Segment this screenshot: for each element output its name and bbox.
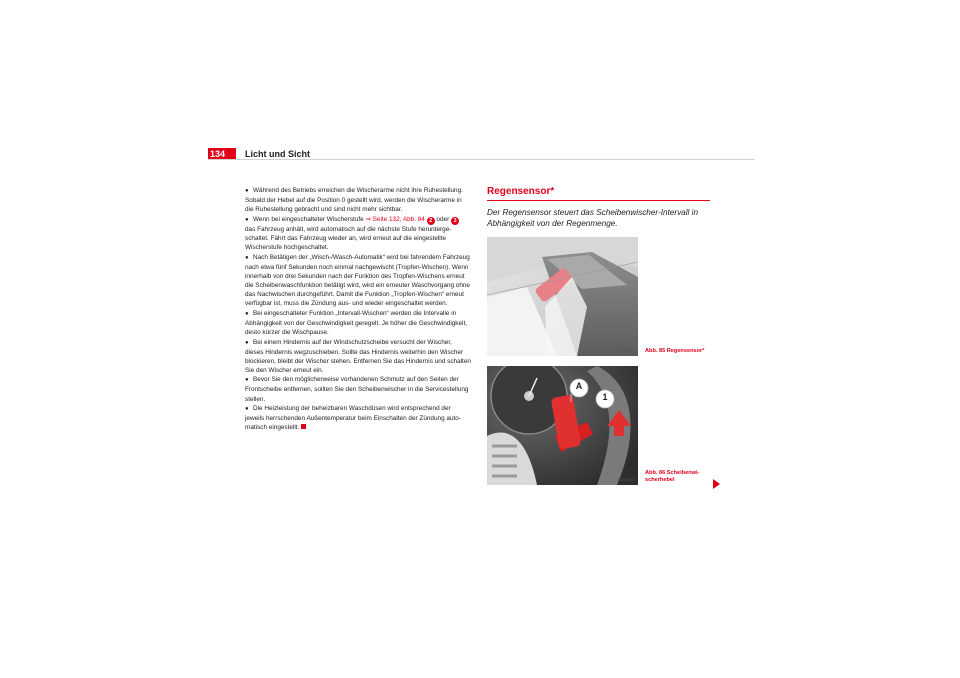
bullet-icon: ● — [245, 377, 249, 384]
figure-rain-sensor — [487, 237, 638, 356]
bullet-icon: ● — [245, 254, 249, 261]
header-divider — [208, 159, 755, 160]
paragraph — [245, 338, 471, 375]
section-divider — [487, 200, 710, 201]
paragraph-text: Bei einem Hindernis auf der Windschutzscheibe versucht der Wischer, dieses Hindernis wegzuschieben. Sollte das Hindernis weiterhin den Wischer blockieren, bleibt der Wischer stehen. Entfernen Sie das Hindernis und schalten Sie den Wischer erneut ein. — [245, 338, 471, 374]
paragraph-text: Bevor Sie den möglicherweise vorhandenen Schmutz auf den Seiten der Frontscheibe entfernen, sollten Sie den Scheibenwischer in die Servicestellung stellen. — [245, 376, 469, 403]
paragraph-text: Während des Betriebs erreichen die Wischerarme nicht ihre Ruhestellung. Sobald der Hebel auf die Position 0 gestellt wird, werden die Wischerarme in die Ruhestellung gebracht und sind nicht mehr sichtbar. — [245, 187, 463, 214]
paragraph — [245, 309, 471, 337]
bullet-icon: ● — [245, 406, 249, 413]
section-intro: Der Regensensor steuert das Scheibenwischer-Intervall in Abhängigkeit von der Regenmenge. — [487, 208, 699, 228]
bullet-icon: ● — [245, 339, 249, 346]
figure-caption: Abb. 86 Scheibenwischerhebel — [645, 470, 700, 483]
paragraph-text: das Fahrzeug anhält, wird automatisch auf die nächste Stufe heruntergeschaltet. Fährt das Fahrzeug wieder an, wird erneut auf die eingestellte Wischerstufe hochgeschaltet. — [245, 225, 452, 252]
section-title: Regensensor* — [487, 186, 555, 197]
paragraph-text: oder — [434, 215, 451, 223]
paragraph-text: Bei eingeschalteter Funktion „Intervall-Wischen“ werden die Intervalle in Abhängigkeit von der Geschwindigkeit geregelt. Je höher die Geschwindigkeit, desto kürzer die Wischpause. — [245, 309, 468, 336]
rain-sensor-illustration — [487, 237, 638, 356]
label-a: A — [575, 381, 583, 391]
callout-number-2: 2 — [427, 217, 435, 225]
wiper-lever-illustration — [487, 366, 638, 485]
label-1: 1 — [602, 392, 608, 402]
figure-caption: Abb. 85 Regensensor* — [645, 348, 705, 354]
paragraph — [245, 253, 471, 309]
left-column — [245, 186, 471, 433]
bullet-icon: ● — [245, 188, 249, 194]
callout-number-3: 3 — [451, 217, 459, 225]
chapter-title: Licht und Sicht — [245, 149, 310, 159]
bullet-icon: ● — [245, 310, 249, 317]
paragraph-text: Nach Betätigen der „Wisch-/Wasch-Automatik“ wird bei fahrendem Fahrzeug nach etwa fünf Sekunden noch einmal nachgewischt (Tropfen-Wischen). Wenn innerhalb von drei Sekunden nach der Funktion des Tropfen-Wischens erneut die Scheibenwaschfunktion betätigt wird, wird ein erneuter Waschvorgang ohne das Nachwischen durchgeführt. Damit die Funktion „Tropfen-Wischen“ erneut verfügbar ist, muss die Zündung aus- und wieder eingeschaltet werden. — [245, 253, 470, 308]
paragraph-text: Die Heizleistung der beheizbaren Waschdüsen wird entsprechend der jeweils herrschenden Außentemperatur beim Einschalten der Zündung automatisch eingestellt. — [245, 405, 461, 432]
figure-code: B1P-0449 — [618, 478, 634, 482]
continue-arrow-icon — [713, 479, 720, 489]
paragraph-text: Wenn bei eingeschalteter Wischerstufe — [253, 215, 366, 223]
page-number: 134 — [210, 149, 226, 159]
paragraph — [245, 375, 471, 403]
figure-wiper-lever — [487, 366, 638, 485]
page-reference-link[interactable]: ⇒ Seite 132, Abb. 84 — [365, 215, 425, 223]
figure-code: B1P-0086 — [618, 349, 634, 353]
paragraph — [245, 186, 471, 214]
paragraph — [245, 215, 471, 252]
section-end-icon — [301, 424, 306, 429]
bullet-icon: ● — [245, 216, 249, 223]
paragraph — [245, 404, 471, 432]
